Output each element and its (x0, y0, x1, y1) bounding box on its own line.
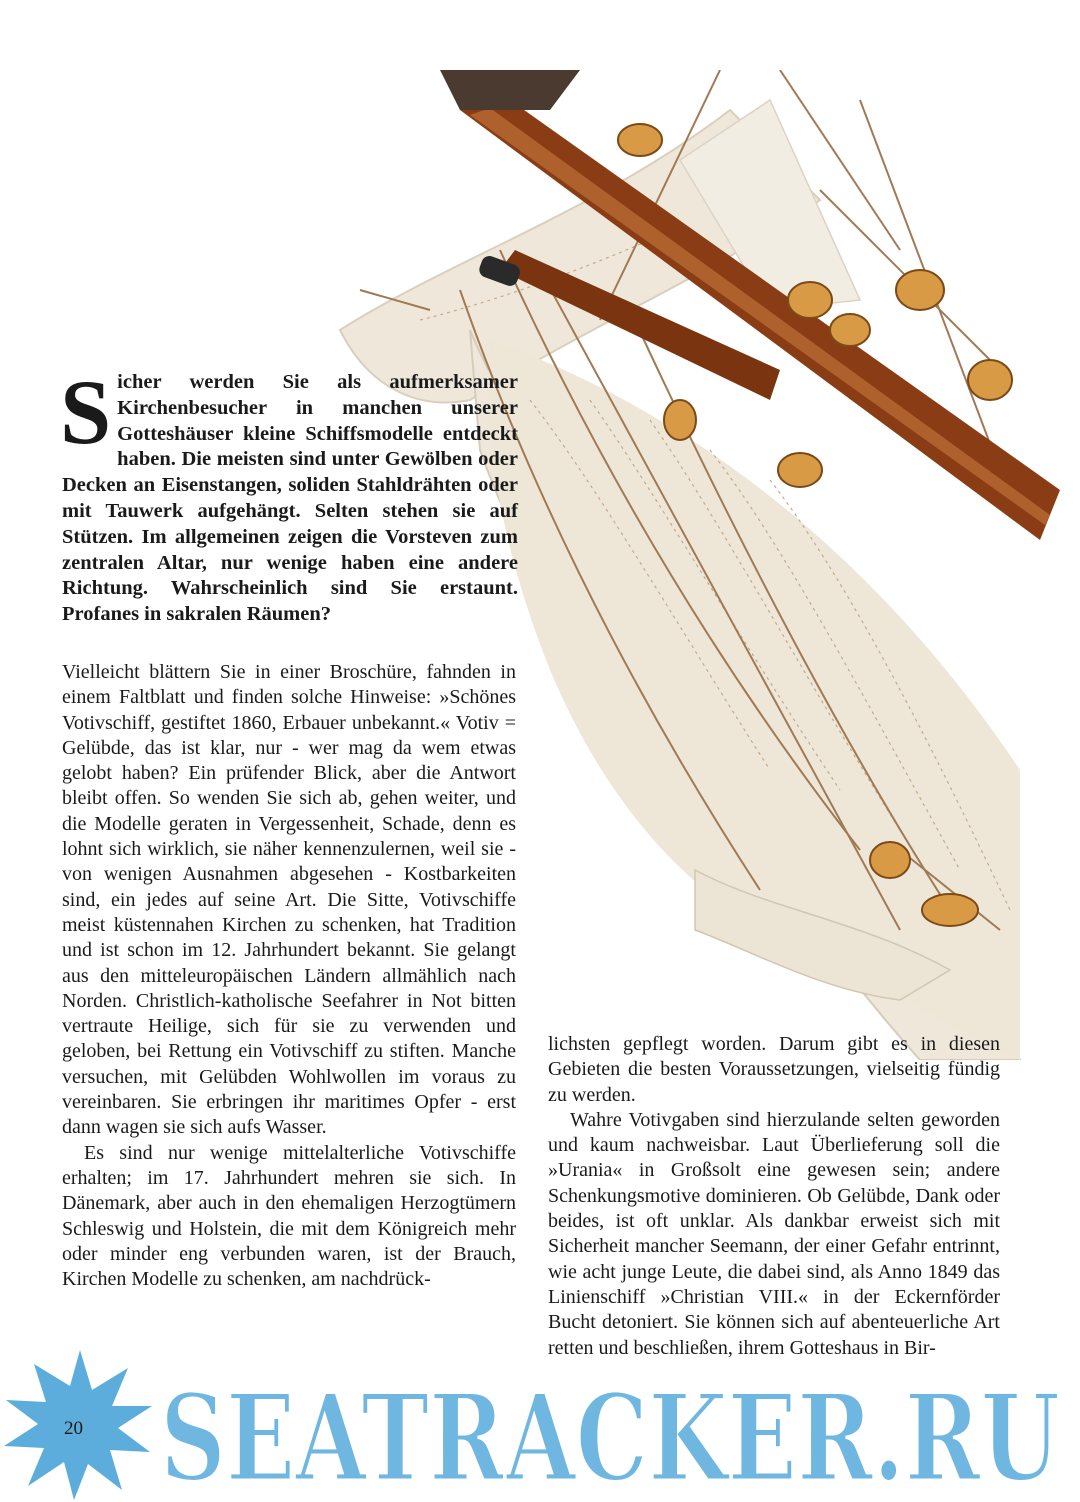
body-paragraph-3: lichsten gepflegt worden. Darum gibt es in diesen Gebieten die besten Voraussetzungen, vielseitig fündig zu werden. (548, 1033, 1000, 1106)
drop-cap: S (60, 361, 112, 463)
body-paragraph-1: Vielleicht blättern Sie in einer Broschüre, fahnden in einem Faltblatt und finden solche Hinweise: »Schönes Votivschiff, gestiftet 1860, Erbauer unbekannt.« Votiv = Gelübde, das ist klar, nur - wer mag da wem etwas gelobt haben? Ein prüfender Blick, aber die Antwort bleibt offen. So wenden Sie sich ab, gehen weiter, und die Modelle geraten in Vergessenheit, Schade, denn es lohnt sich wirklich, sie näher kennenzulernen, weil sie - von wenigen Ausnahmen abgesehen - Kostbarkeiten sind, ein jedes auf seine Art. Die Sitte, Votivschiffe meist küstennahen Kirchen zu schenken, hat Tradition und ist schon im 12. Jahrhundert bekannt. Sie gelangt aus den mitteleuropäischen Ländern allmählich nach Norden. Christlich-katholische Seefahrer in Not bitten vertraute Heilige, sich für sie zu verwenden und geloben, bei Rettung ein Votivschiff zu stiften. Manche versuchen, mit Gelübden Wohlwollen im voraus zu vereinbaren. Sie erbringen ihr maritimes Opfer - erst dann wagen sie sich aufs Wasser. (62, 661, 516, 1139)
watermark-text: SEATRACKER.RU (160, 1368, 1060, 1502)
watermark (0, 1340, 1080, 1502)
page-number: 20 (64, 1418, 83, 1439)
body-column-left (62, 660, 516, 1292)
body-column-right (548, 1032, 1000, 1361)
hull-fragment (440, 70, 580, 110)
intro-paragraph (60, 361, 518, 628)
body-paragraph-2: Es sind nur wenige mittelalterliche Votivschiffe erhalten; im 17. Jahrhundert mehren sie sich. In Dänemark, aber auch in den ehemaligen Herzogtümern Schleswig und Holstein, die mit dem Königreich mehr oder minder eng verbunden waren, ist der Brauch, Kirchen Modelle zu schenken, am nachdrück- (62, 1141, 516, 1291)
body-paragraph-4: Wahre Votivgaben sind hierzulande selten geworden und kaum nachweisbar. Laut Überlieferung soll die »Urania« in Großsolt eine gewesen sein; andere Schenkungsmotive dominieren. Ob Gelübde, Dank oder beides, ist oft unklar. Als dankbar erweist sich mit Sicherheit mancher Seemann, der einer Gefahr entrinnt, wie acht junge Leute, die dabei sind, als Anno 1849 das Linienschiff »Christian VIII.« in der Eckernförder Bucht detoniert. Sie können sich auf abenteuerliche Art retten und beschließen, ihrem Gotteshaus in Bir- (548, 1108, 1000, 1359)
intro-text: icher werden Sie als aufmerksamer Kirchenbesucher in manchen unserer Gotteshäuser kleine Schiffsmodelle entdeckt haben. Die meisten sind unter Gewölben oder Decken an Eisenstangen, soliden Stahldrähten oder mit Tauwerk aufgehängt. Selten stehen sie auf Stützen. Im allgemeinen zeigen die Vorsteven zum zentralen Altar, nur wenige haben eine andere Richtung. Wahrscheinlich sind Sie erstaunt. Profanes in sakralen Räumen? (62, 371, 518, 626)
